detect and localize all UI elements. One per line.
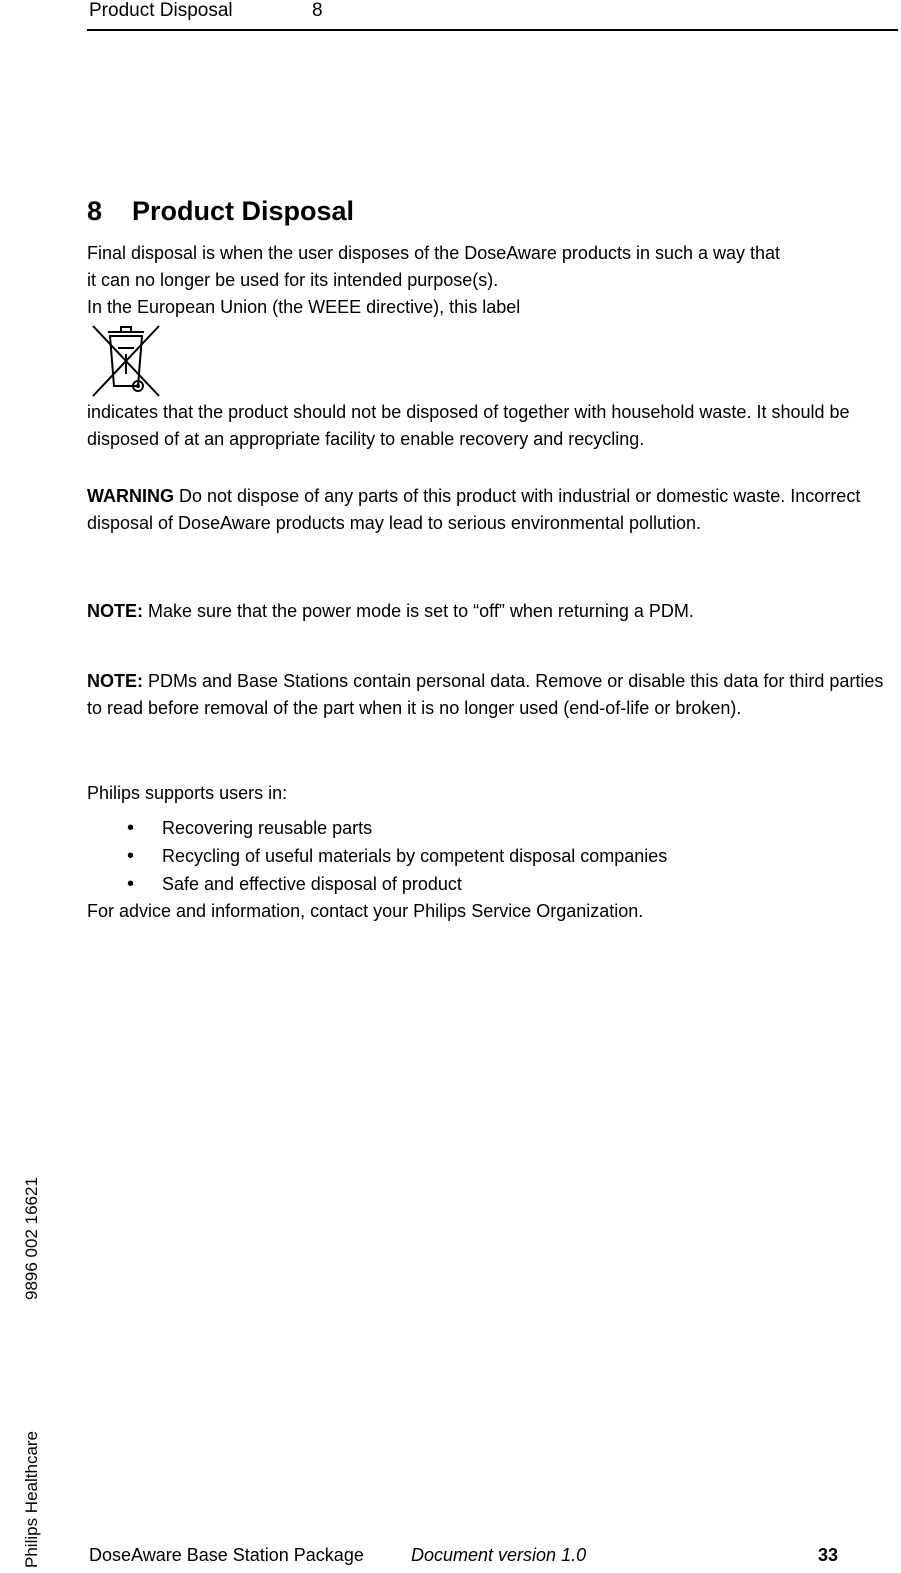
list-item-text: Safe and effective disposal of product: [162, 874, 462, 894]
supports-intro: Philips supports users in:: [87, 783, 288, 803]
note-label: NOTE:: [87, 601, 143, 621]
list-item-text: Recovering reusable parts: [162, 818, 373, 838]
intro-line-2: it can no longer be used for its intended purpose(s).: [87, 270, 499, 290]
header-section-number: 8: [312, 0, 323, 21]
intro-paragraph: [87, 240, 897, 321]
note-label: NOTE:: [87, 671, 143, 691]
warning-paragraph: [87, 483, 897, 537]
bullet-icon: •: [127, 845, 135, 867]
footer-product-name: DoseAware Base Station Package: [89, 1545, 364, 1565]
footer-document-version: Document version 1.0: [411, 1545, 587, 1565]
warning-label: WARNING: [87, 486, 174, 506]
list-item: [87, 814, 897, 842]
header-section-name: Product Disposal: [89, 0, 233, 21]
warning-text: Do not dispose of any parts of this product with industrial or domestic waste. Incorrect disposal of DoseAware products may lead to serious environmental pollution.: [87, 486, 861, 533]
note-text: PDMs and Base Stations contain personal data. Remove or disable this data for third parties to read before removal of the part when it is no longer used (end-of-life or broken).: [87, 671, 884, 718]
list-item: [87, 870, 897, 898]
side-company-name: Philips Healthcare: [22, 1430, 41, 1568]
bullet-icon: •: [127, 873, 135, 895]
section-heading-title: Product Disposal: [132, 196, 355, 226]
intro-line-1: Final disposal is when the user disposes of the DoseAware products in such a way that: [87, 243, 781, 263]
closing-paragraph: For advice and information, contact your Philips Service Organization.: [87, 901, 644, 921]
section-heading: [87, 196, 354, 227]
section-heading-number: 8: [87, 196, 103, 226]
list-item-text: Recycling of useful materials by competent disposal companies: [162, 846, 668, 866]
note-text: Make sure that the power mode is set to “off” when returning a PDM.: [143, 601, 694, 621]
note-power-mode: [87, 598, 897, 625]
list-item: [87, 842, 897, 870]
side-document-number: 9896 002 16621: [22, 1177, 41, 1300]
support-list: [87, 814, 897, 898]
bullet-icon: •: [127, 817, 135, 839]
note-personal-data: [87, 668, 897, 722]
page-header: [87, 0, 898, 31]
footer-page-number: 33: [818, 1545, 839, 1565]
intro-line-3: In the European Union (the WEEE directive), this label: [87, 297, 521, 317]
crossed-out-wheelie-bin-icon: [87, 324, 165, 398]
weee-description: indicates that the product should not be disposed of together with household waste. It should be disposed of at an appropriate facility to enable recovery and recycling.: [87, 402, 850, 449]
